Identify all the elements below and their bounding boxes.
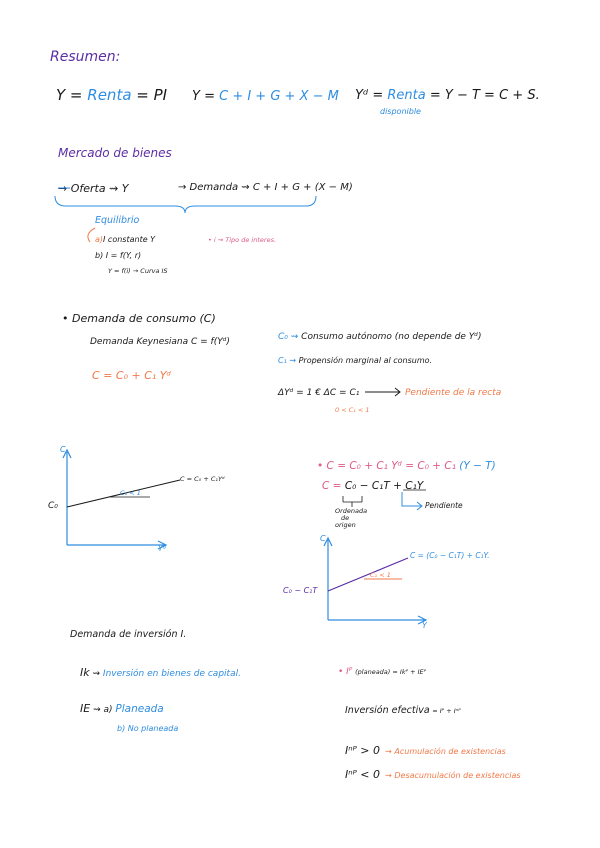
graph1-intercept: C₀ bbox=[48, 501, 58, 511]
graph1-line-label: C = C₀ + C₁Yᵈ bbox=[180, 475, 225, 483]
graph2-xlabel: Y bbox=[422, 621, 427, 630]
ordenada-de: de bbox=[341, 514, 350, 522]
graph-1 bbox=[63, 450, 180, 549]
demanda-line: → Demanda ⇝ C + I + G + (X − M) bbox=[178, 182, 353, 193]
c1-definition: C₁ ⇝ Propensión marginal al consumo. bbox=[278, 356, 433, 365]
option-b: b) I = f(Y, r) bbox=[95, 251, 142, 260]
graph1-xlabel: Yᵈ bbox=[158, 544, 167, 553]
equation-disposable: Yᵈ = Renta = Y − T = C + S. bbox=[355, 88, 540, 103]
ik-line: Ik ⇝ Inversión en bienes de capital. bbox=[80, 666, 241, 679]
inversion-heading: Demanda de inversión I. bbox=[70, 629, 187, 640]
c1-range: 0 < C₁ < 1 bbox=[335, 406, 370, 414]
graph2-line bbox=[328, 558, 408, 591]
keynes-line: Demanda Keynesiana C = f(Yᵈ) bbox=[90, 337, 230, 347]
curva-is: Y = f(i) → Curva IS bbox=[108, 267, 168, 275]
goods-heading: Mercado de bienes bbox=[58, 146, 172, 160]
graph2-line-label: C = (C₀ − C₁T) + C₁Y. bbox=[410, 551, 490, 560]
np-negative: Iⁿᴾ < 0 ⇝ Desacumulación de existencias bbox=[345, 768, 521, 781]
c0-definition: C₀ ⇝ Consumo autónomo (no depende de Yᵈ) bbox=[278, 332, 482, 342]
graph1-x-axis bbox=[67, 541, 166, 549]
page-title: Resumen: bbox=[50, 49, 121, 65]
ie-line: IE ⇝ a) Planeada bbox=[80, 702, 164, 715]
graph1-ylabel: C bbox=[60, 445, 66, 454]
ordenada-origen: origen bbox=[335, 521, 356, 529]
graph2-y-axis bbox=[324, 538, 332, 620]
graph2-slope: C₁ < 1 bbox=[370, 571, 391, 579]
option-a: a)I constante Y bbox=[95, 235, 156, 244]
equilibrio-label: Equilibrio bbox=[95, 215, 140, 226]
consumo-equation: C = C₀ + C₁ Yᵈ bbox=[92, 369, 171, 382]
disponible-note: disponible bbox=[380, 107, 421, 116]
pendiente-small: Pendiente bbox=[425, 501, 463, 510]
oferta-line: → Oferta ⇝ Y bbox=[58, 182, 129, 195]
formula-c-split: C = C₀ − C₁T + C₁Y bbox=[322, 480, 424, 492]
pendiente-label: Pendiente de la recta bbox=[405, 388, 502, 398]
graph2-ylabel: C bbox=[320, 534, 326, 543]
np-positive: Iⁿᴾ > 0 ⇝ Acumulación de existencias bbox=[345, 744, 506, 757]
graph2-x-axis bbox=[328, 616, 426, 624]
graph1-y-axis bbox=[63, 450, 71, 545]
consumo-heading: • Demanda de consumo (C) bbox=[62, 312, 216, 325]
equation-renta: Y = Renta = PI bbox=[56, 86, 168, 104]
equation-demand: Y = C + I + G + X − M bbox=[192, 89, 339, 104]
formula-c-full: • C = C₀ + C₁ Yᵈ = C₀ + C₁ (Y − T) bbox=[317, 460, 496, 472]
ip-line: • Iᴾ (planeada) = Ikᴾ + IEᴾ bbox=[338, 667, 427, 677]
tipo-interes: • i ⇝ Tipo de interes. bbox=[208, 236, 277, 244]
inversion-efectiva: Inversión efectiva = Iᴾ + Iⁿᴾ bbox=[345, 705, 461, 716]
graph2-intercept: C₀ − C₁T bbox=[283, 586, 318, 595]
no-planeada: b) No planeada bbox=[117, 724, 179, 733]
graph1-slope: C₁ < 1 bbox=[120, 489, 141, 497]
ordenada-label: Ordenada bbox=[335, 507, 368, 515]
delta-line: ΔYᵈ = 1 € ΔC = C₁ bbox=[278, 388, 360, 398]
